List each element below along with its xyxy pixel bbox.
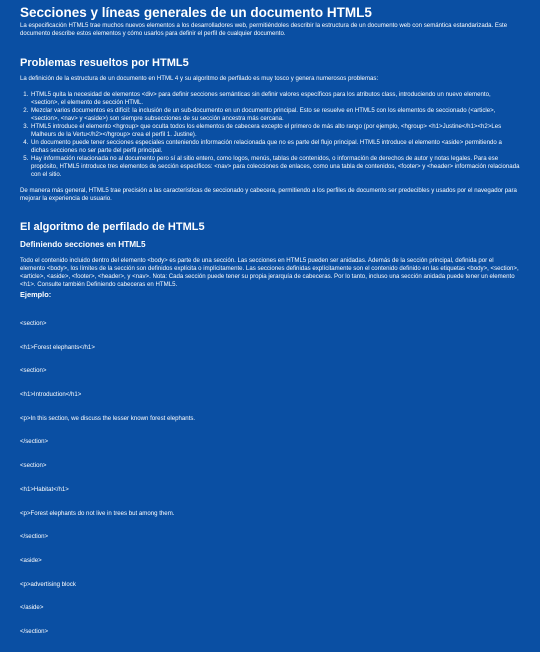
code-line: <h1>Forest elephants</h1> (20, 343, 95, 351)
intro-paragraph: La especificación HTML5 trae muchos nuevos elementos a los desarrolladores web, permitiéndoles describir la estructura de un documento web con semántica estandarizada. Este documento describe estos elementos y cómo usarlos para definir el perfil de cualquier documento. (20, 22, 508, 37)
code-line: </section> (20, 628, 49, 636)
section-heading-algorithm: El algoritmo de perfilado de HTML5 (20, 221, 205, 233)
problems-closing-paragraph: De manera más general, HTML5 trae precisión a las características de seccionado y cabecera, permitiendo a los perfiles de documento ser predecibles y usados por el navegador para mejorar la experiencia de usuario. (20, 187, 517, 202)
code-line: </section> (20, 533, 49, 541)
section-problems (20, 56, 520, 203)
section-algorithm (20, 220, 520, 652)
list-item: 2. Mezclar varios documentos es difícil: la inclusión de un sub-documento en un documento principal. Esto se resuelve en HTML5 con los elementos de seccionado (<article>, <section>, <nav> y <aside>) son siempre subsecciones de su sección ancestra más cercana. (30, 107, 520, 123)
code-line: <section> (20, 319, 47, 327)
code-example (20, 304, 520, 652)
code-line: </aside> (20, 604, 44, 612)
code-line: <h1>Habitat</h1> (20, 485, 69, 493)
code-line: <p>In this section, we discuss the lesser known forest elephants. (20, 414, 196, 422)
code-line: <section> (20, 462, 47, 470)
problems-list (20, 91, 520, 179)
example-label: Ejemplo: (20, 290, 52, 299)
code-line: <h1>Introduction</h1> (20, 390, 82, 398)
code-line: <p>advertising block (20, 580, 76, 588)
section-heading-problems: Problemas resueltos por HTML5 (20, 57, 189, 69)
subheading-defining-sections: Definiendo secciones en HTML5 (20, 240, 146, 249)
code-line: <aside> (20, 557, 42, 564)
list-item: 3. HTML5 introduce el elemento <hgroup> que oculta todos los elementos de cabecera excepto el primero de más alto rango (por ejemplo, <hgroup> <h1>Justine</h1><h2>Les Malheurs de la Vertu</h2></hgroup> crea el perfil 1. Justine). (30, 123, 520, 139)
page-title: Secciones y líneas generales de un documento HTML5 (20, 5, 372, 20)
code-line: <p>Forest elephants do not live in trees but among them. (20, 509, 175, 517)
list-item: 4. Un documento puede tener secciones especiales conteniendo información relacionada que no es parte del flujo principal. HTML5 introduce el elemento <aside> permitiendo a dichas secciones no ser parte del perfil principal. (30, 139, 520, 155)
defining-sections-paragraph: Todo el contenido incluido dentro del elemento <body> es parte de una sección. Las secciones en HTML5 pueden ser anidadas. Además de la sección principal, definida por el elemento <body>, los límites de la sección son definidos explícita o implícitamente. Las secciones definidas explícitamente son el contenido definido en las etiquetas <body>, <section>, <article>, <aside>, <footer>, <header>, y <nav>. Nota: Cada sección puede tener su propia jerarquía de cabeceras. Por lo tanto, incluso una sección anidada puede tener un elemento <h1>. Consulte también Definiendo cabeceras en HTML5. (20, 257, 519, 288)
list-item: 1. HTML5 quita la necesidad de elementos <div> para definir secciones semánticas sin definir valores específicos para los atributos class, introduciendo un nuevo elemento, <section>, el elemento de sección HTML. (30, 91, 520, 107)
list-item: 5. Hay información relacionada no al documento pero sí al sitio entero, como logos, menús, tablas de contenidos, o información de derechos de autor y notas legales. Para ese propósito, HTML5 introduce tres elementos de sección específicos: <nav> para colecciones de enlaces, como una tabla de contenidos, <footer> y <header> información relacionada con el sitio. (30, 155, 520, 179)
problems-lead-paragraph: La definición de la estructura de un documento en HTML 4 y su algoritmo de perfilado es muy tosco y genera numerosos problemas: (20, 75, 379, 82)
code-line: <section> (20, 367, 47, 375)
code-line: </section> (20, 438, 49, 446)
